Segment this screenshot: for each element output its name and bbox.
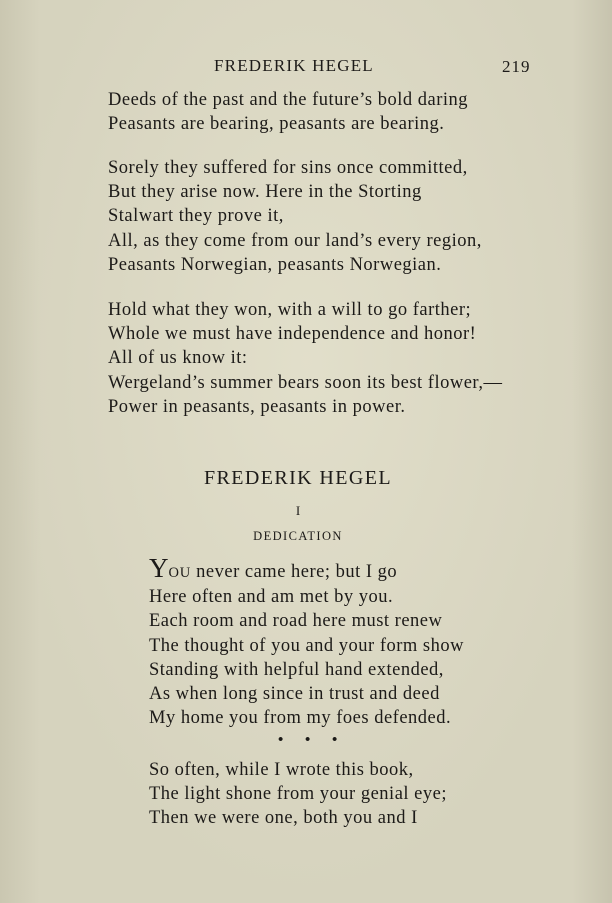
drop-cap: Y	[149, 553, 169, 583]
poem-line-first	[149, 553, 464, 585]
poem-line: The light shone from your genial eye;	[149, 784, 447, 805]
section-break-ornament: • • •	[278, 732, 347, 748]
section-title: DEDICATION	[253, 529, 343, 543]
poem-line: The thought of you and your form show	[149, 635, 464, 656]
page-number: 219	[502, 57, 531, 76]
first-line-rest: never came here; but I go	[191, 562, 398, 582]
dedication-stanza	[149, 553, 464, 730]
poem-line: My home you from my foes defended.	[149, 708, 452, 729]
chapter-title: FREDERIK HEGEL	[204, 467, 392, 489]
poem-line: So often, while I wrote this book,	[149, 760, 414, 780]
poem-line: Whole we must have independence and honor!	[108, 324, 477, 345]
running-title: FREDERIK HEGEL	[214, 56, 374, 75]
running-head	[0, 56, 612, 78]
poem-line: Peasants Norwegian, peasants Norwegian.	[108, 254, 442, 275]
poem-stanza	[108, 156, 482, 277]
poem-line: Hold what they won, with a will to go farther;	[108, 300, 472, 320]
poem-line: Each room and road here must renew	[149, 611, 443, 632]
small-caps-word: OU	[168, 565, 192, 581]
section-number: I	[295, 503, 301, 518]
poem-line: But they arise now. Here in the Storting	[108, 182, 422, 203]
poem-line: Deeds of the past and the future’s bold daring	[108, 90, 469, 110]
dedication-stanza	[149, 758, 447, 831]
poem-stanza	[108, 298, 502, 419]
poem-line: Power in peasants, peasants in power.	[108, 396, 406, 417]
poem-line: All of us know it:	[108, 348, 248, 369]
poem-line: Here often and am met by you.	[149, 587, 394, 608]
poem-line: Stalwart they prove it,	[108, 206, 284, 227]
poem-line: Then we were one, both you and I	[149, 808, 418, 829]
poem-line: Peasants are bearing, peasants are bearing.	[108, 114, 445, 135]
poem-stanza	[108, 88, 468, 136]
poem-line: Standing with helpful hand extended,	[149, 659, 444, 680]
poem-line: Wergeland’s summer bears soon its best flower,—	[108, 372, 503, 393]
poem-line: All, as they come from our land’s every region,	[108, 230, 482, 251]
poem-line: As when long since in trust and deed	[149, 684, 440, 705]
poem-line: Sorely they suffered for sins once committed,	[108, 158, 468, 178]
